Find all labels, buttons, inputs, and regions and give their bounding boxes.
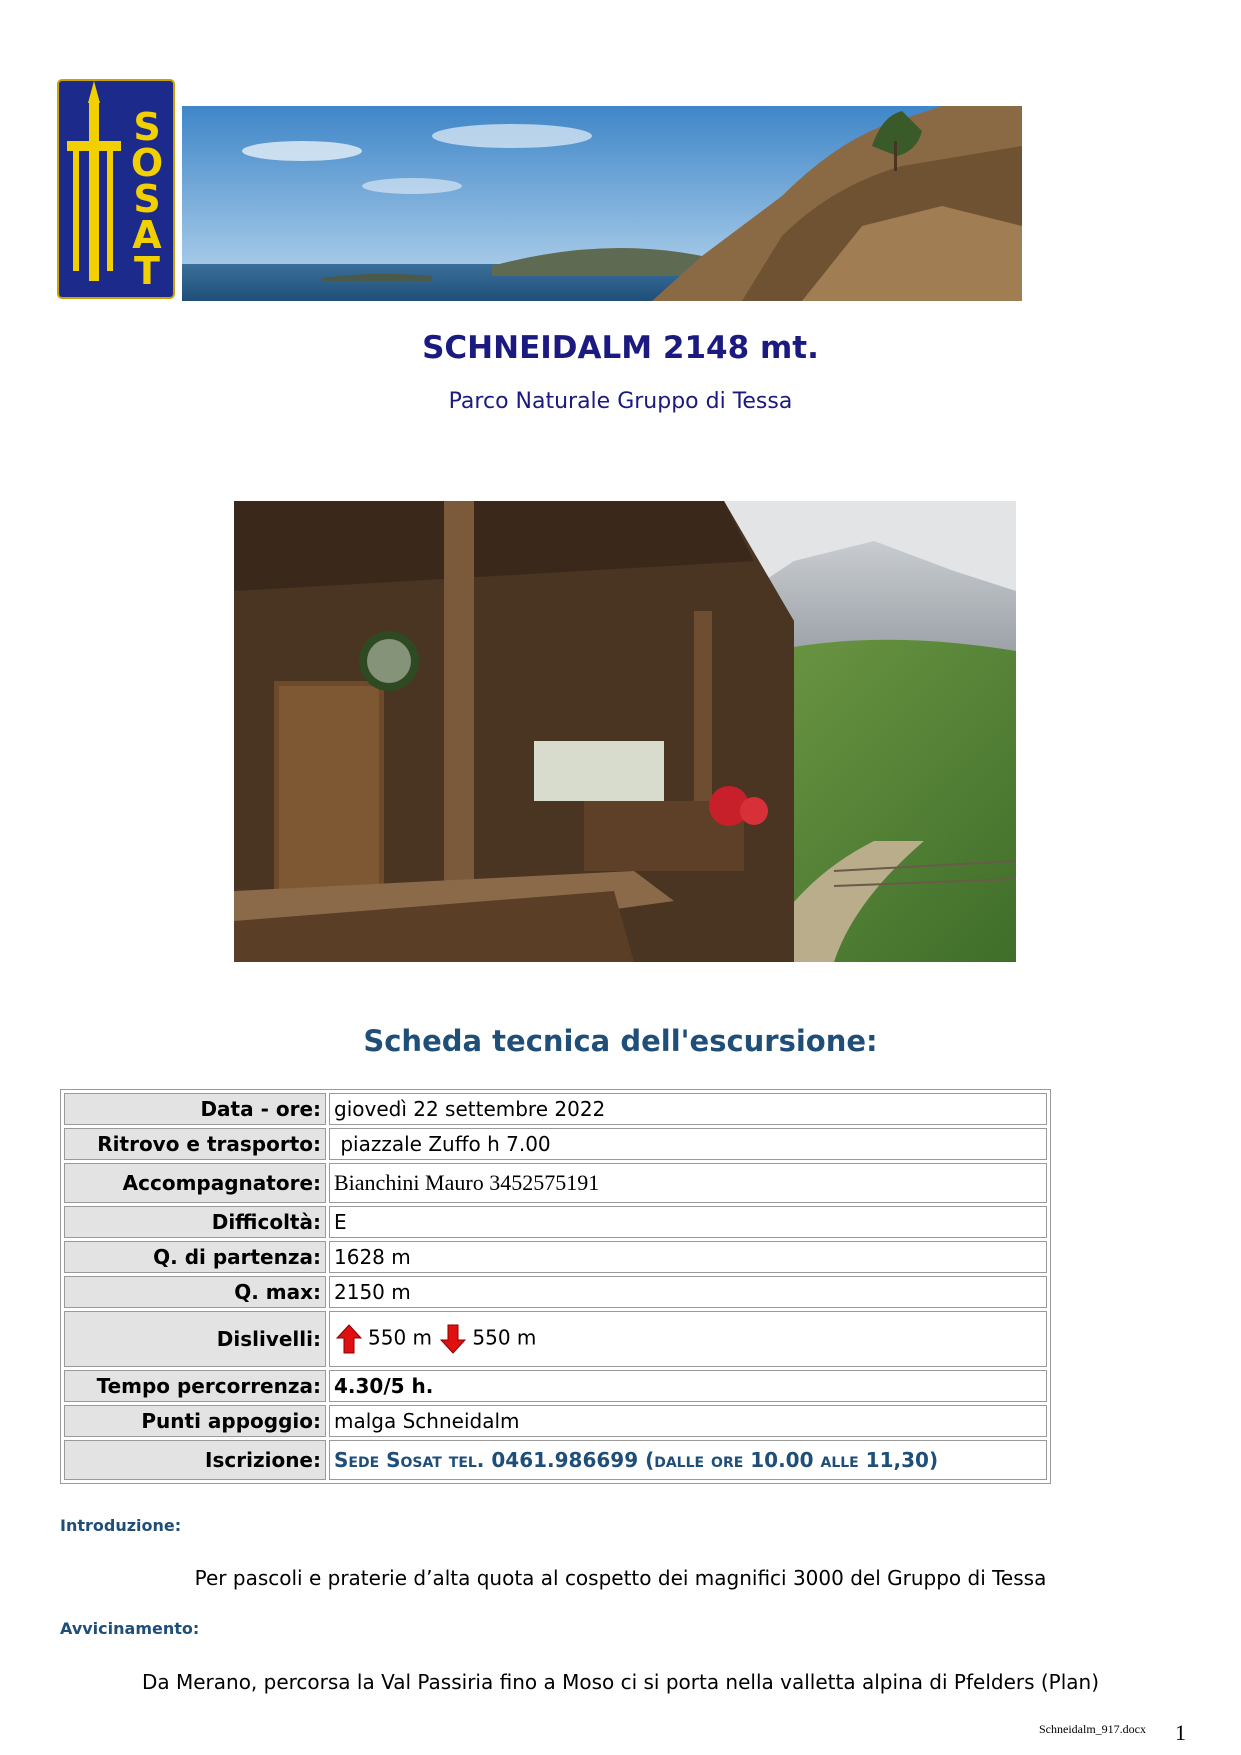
difficolta-label: Difficoltà: [64, 1206, 326, 1238]
intro-text: Per pascoli e praterie d’alta quota al cospetto dei magnifici 3000 del Gruppo di Tessa [194, 1566, 1047, 1590]
tempo-value: 4.30/5 h. [329, 1370, 1047, 1402]
page-subtitle: Parco Naturale Gruppo di Tessa [448, 389, 793, 414]
table-row [64, 1311, 1047, 1367]
table-row [64, 1206, 1047, 1238]
dislivelli-up: 550 m [368, 1325, 433, 1350]
data-value: giovedì 22 settembre 2022 [329, 1093, 1047, 1125]
ritrovo-label: Ritrovo e trasporto: [64, 1128, 326, 1160]
dislivelli-value [329, 1311, 1047, 1367]
page-title: SCHNEIDALM 2148 mt. [422, 330, 819, 366]
arrow-down-icon [440, 1324, 466, 1354]
difficolta-value: E [329, 1206, 1047, 1238]
table-row [64, 1241, 1047, 1273]
punti-label: Punti appoggio: [64, 1405, 326, 1437]
logo-letters: S O S A T [130, 105, 164, 293]
iscrizione-value: Sede Sosat tel. 0461.986699 (dalle ore 10.00 alle 11,30) [329, 1440, 1047, 1480]
data-label: Data - ore: [64, 1093, 326, 1125]
page-number: 1 [1175, 1720, 1186, 1745]
tech-table [60, 1089, 1051, 1484]
table-row [64, 1093, 1047, 1125]
sosat-logo [57, 79, 175, 299]
table-row [64, 1370, 1047, 1402]
table-row [64, 1163, 1047, 1203]
avvicinamento-heading: Avvicinamento: [60, 1619, 200, 1638]
table-row [64, 1405, 1047, 1437]
punti-value: malga Schneidalm [329, 1405, 1047, 1437]
dislivelli-label: Dislivelli: [64, 1311, 326, 1367]
ritrovo-value: piazzale Zuffo h 7.00 [329, 1128, 1047, 1160]
section-title: Scheda tecnica dell'escursione: [363, 1024, 878, 1058]
avvicinamento-text: Da Merano, percorsa la Val Passiria fino a Moso ci si porta nella valletta alpina di Pfelders (Plan) [141, 1670, 1100, 1694]
banner-image [182, 106, 1022, 301]
tempo-label: Tempo percorrenza: [64, 1370, 326, 1402]
dislivelli-down: 550 m [472, 1325, 537, 1350]
partenza-label: Q. di partenza: [64, 1241, 326, 1273]
max-label: Q. max: [64, 1276, 326, 1308]
hut-photo [234, 501, 1016, 962]
footer-filename: Schneidalm_917.docx [1039, 1722, 1146, 1736]
iscrizione-label: Iscrizione: [64, 1440, 326, 1480]
intro-heading: Introduzione: [60, 1516, 182, 1535]
table-row [64, 1128, 1047, 1160]
max-value: 2150 m [329, 1276, 1047, 1308]
arrow-up-icon [336, 1324, 362, 1354]
partenza-value: 1628 m [329, 1241, 1047, 1273]
accompagnatore-value: Bianchini Mauro 3452575191 [329, 1163, 1047, 1203]
table-row [64, 1440, 1047, 1480]
table-row [64, 1276, 1047, 1308]
accompagnatore-label: Accompagnatore: [64, 1163, 326, 1203]
